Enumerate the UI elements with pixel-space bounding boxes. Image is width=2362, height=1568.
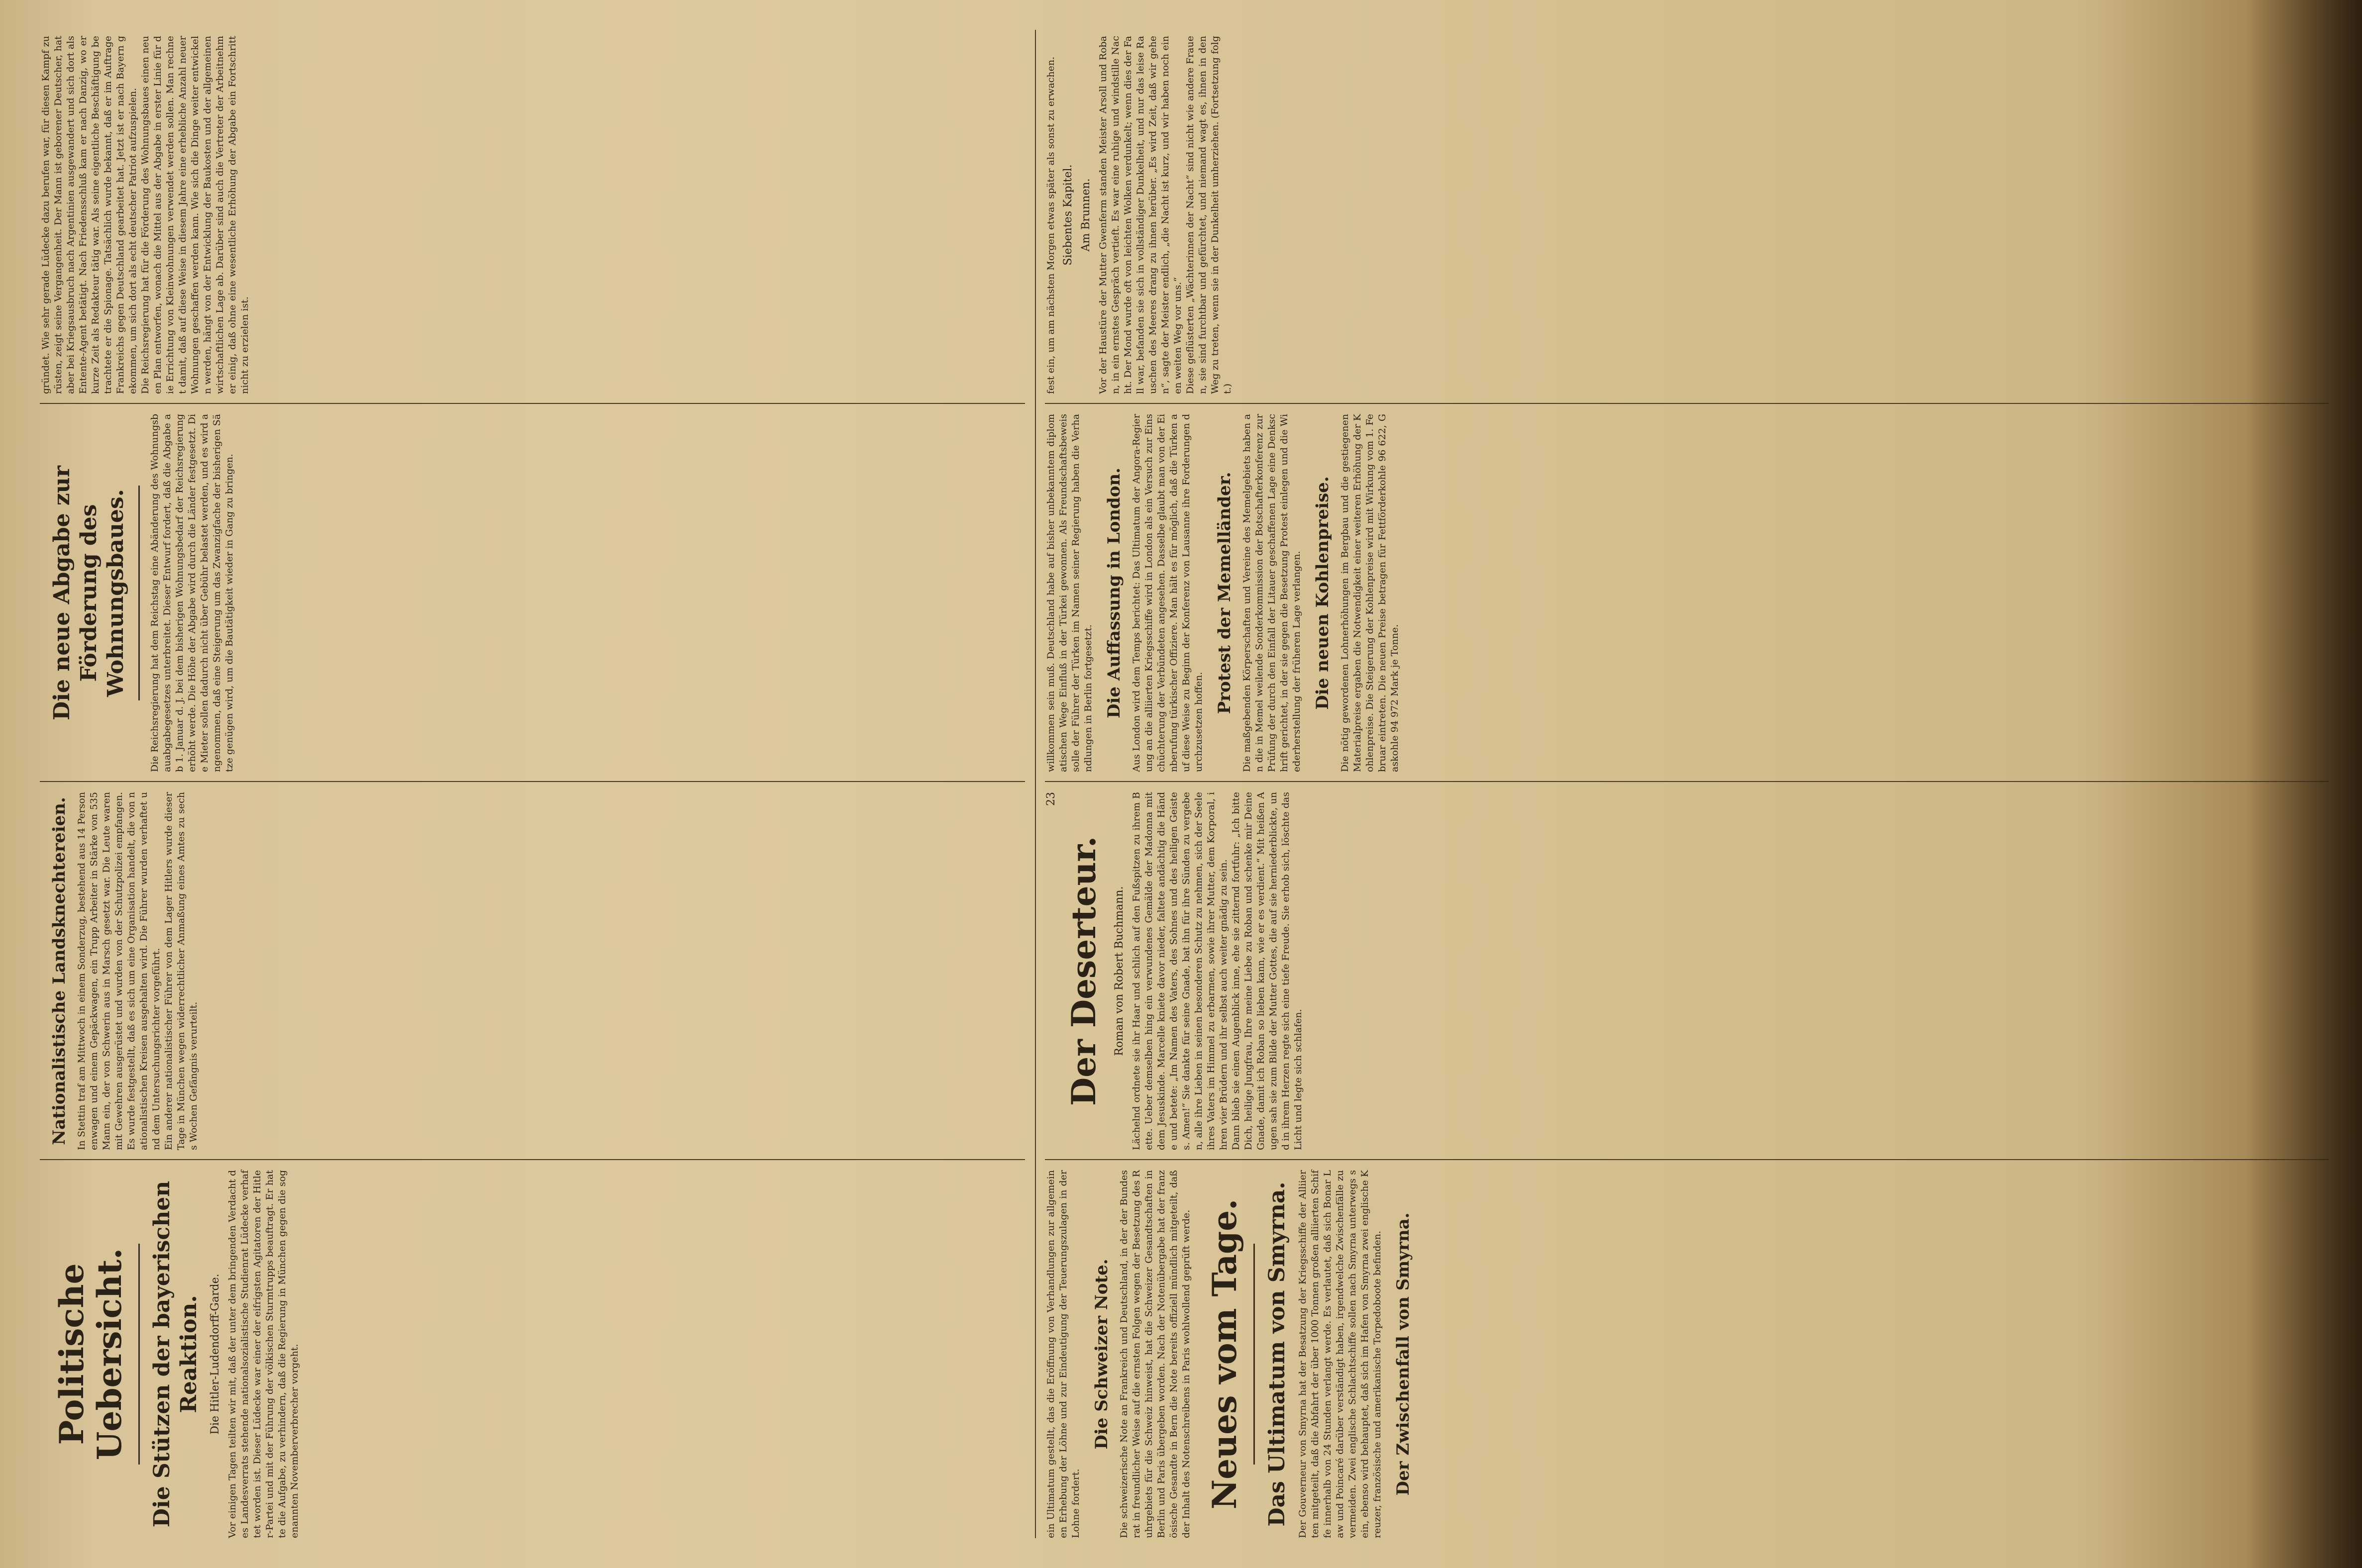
article-text: Aus London wird dem Temps berichtet: Das Ultimatum der Angora-Regierung an die alliierten Kriegsschiffe wird in London als ein Versuch zur Einschüchterung der Verbündeten angesehen. Dasselbe glaubt man von der Einberufung türkischer Offiziere. Man hält es für möglich, daß die Türken auf diese Weise zu Beginn der Konferenz von Lausanne ihre Forderungen durchzusetzen hoffen. (1131, 414, 1204, 772)
article-text: ein Ultimatum gestellt, das die Eröffnung von Verhandlungen zur allgemeinen Erhebung der Löhne und zur Eindeutigung der Teuerungszulagen in der Lohne fordert. (1045, 1167, 1081, 1538)
lower-column-1 (1045, 1167, 2329, 1538)
article-headline: Die neue Abgabe zur Förderung des Wohnungsbaues. (49, 466, 128, 720)
column-divider (1045, 403, 2329, 404)
article-text: Vor einigen Tagen teilten wir mit, daß der unter dem bringenden Verdacht des Landesverrats stehende nationalsozialistische Studienrat Lüdecke verhaftet worden ist. Dieser Lüdecke war einer der eifrigsten Agitatoren der Hitler-Partei und mit der Führung der völkischen Sturmtrupps beauftragt. Er hatte die Aufgabe, zu verhindern, daß die Regierung in München gegen die sogenannten Novemberverbrecher vorgeht. (227, 1170, 300, 1538)
lower-column-2 (1045, 788, 2329, 1150)
article-text: Die Reichsregierung hat für die Förderung des Wohnungsbaues einen neuen Plan entworfen, wonach die Mittel aus der Abgabe in erster Linie für die Errichtung von Kleinwohnungen verwendet werden sollen. Man rechnet damit, daß auf diese Weise in diesem Jahre eine erhebliche Anzahl neuer Wohnungen geschaffen werden kann. Wie sich die Dinge weiter entwickeln werden, hängt von der Entwicklung der Baukosten und der allgemeinen wirtschaftlichen Lage ab. Darüber sind auch die Vertreter der Arbeitnehmer einig, daß ohne eine wesentliche Erhöhung der Abgabe ein Fortschritt nicht zu erzielen ist. (140, 32, 250, 394)
column-divider (40, 781, 1025, 782)
upper-column-1 (40, 1170, 1025, 1538)
article-text: Die Reichsregierung hat dem Reichstag eine Abänderung des Wohnungsbauabgabegesetzes unterbreitet. Dieser Entwurf fordert, daß die Abgabe ab 1. Januar d. J. bei dem bisherigen Wohnungsbedarf der Reichsregierung erhöht werde. Die Höhe der Abgabe wird durch die Länder festgesetzt. Die Mieter sollen dadurch nicht über Gebühr belastet werden, und es wird angenommen, daß eine Steigerung um das Zwanzigfache der bisherigen Sätze genügen wird, um die Bautätigkeit wieder in Gang zu bringen. (149, 410, 235, 772)
serial-title: Der Deserteur. (1064, 836, 1103, 1106)
article-headline: Die Schweizer Note. (1092, 1259, 1112, 1450)
upper-column-2 (40, 788, 1025, 1150)
lower-column-3 (1045, 410, 2329, 772)
divider (138, 1244, 140, 1465)
article-text: Ein anderer nationalistischer Führer von dem Lager Hitlers wurde dieser Tage in München wegen widerrechtlicher Anmaßung eines Amtes zu sechs Wochen Gefängnis verurteilt. (163, 788, 199, 1150)
article-text: Diese geflüsterten „Wächterinnen der Nacht“ sind nicht wie andere Frauen, sie sind furchtbar und gefürchtet, und niemand wagt es, ihnen in den Weg zu treten, wenn sie in der Dunkelheit umherziehen. (Fortsetzung folgt.) (1185, 32, 1233, 394)
middle-horizontal-rule (1035, 30, 1036, 1538)
column-divider (40, 1159, 1025, 1160)
article-text: fest ein, um am nächsten Morgen etwas später als sonst zu erwachen. (1045, 56, 1056, 394)
article-headline: Die Stützen der bayerischen Reaktion. (149, 1180, 202, 1528)
article-text: In Stettin traf am Mittwoch in einem Sonderzug, bestehend aus 14 Personenwagen und einem Gepäckwagen, ein Trupp Arbeiter in Stärke von 535 Mann ein, der von Schwerin aus in Marsch gesetzt war. Die Leute waren mit Gewehren ausgerüstet und wurden von der Schutzpolizei empfangen. Es wurde festgestellt, daß es sich um eine Organisation handelt, die von nationalistischen Kreisen ausgehalten wird. Die Führer wurden verhaftet und dem Untersuchungsrichter vorgeführt. (76, 788, 162, 1150)
column-divider (40, 403, 1025, 404)
chapter-subtitle: Am Brunnen. (1080, 178, 1092, 252)
article-headline: Protest der Memelländer. (1215, 472, 1234, 714)
article-text: Die maßgebenden Körperschaften und Vereine des Memelgebiets haben an die in Memel weilende Sonderkommission der Botschafterkonferenz zur Prüfung der durch den Einfall der Litauer geschaffenen Lage eine Denkschrift gerichtet, in der sie gegen die Besetzung Protest einlegen und die Wiederherstellung der früheren Lage verlangen. (1241, 410, 1302, 772)
article-text: willkommen sein muß. Deutschland habe auf bisher unbekanntem diplomatischen Wege Einfluß in der Türkei gewonnen. Als Freundschaftsbeweis solle der Führer der Türken im Namen seiner Regierung haben die Verhandlungen in Berlin fortgesetzt. (1045, 410, 1094, 772)
article-headline: Die neuen Kohlenpreise. (1313, 476, 1333, 710)
lower-column-4 (1045, 32, 2329, 394)
article-subheadline: Die Hitler-Ludendorff-Garde. (209, 1274, 221, 1435)
article-text: Vor der Haustüre der Mutter Gwenferm standen Meister Arsoll und Roban, in ein ernstes Gespräch vertieft. Es war eine ruhige und windstille Nacht. Der Mond wurde oft von leichten Wolken verdunkelt; wenn dies der Fall war, befanden sie sich in vollständiger Dunkelheit, und nur das leise Rauschen des Meeres drang zu ihnen herüber. „Es wird Zeit, daß wir gehen“, sagte der Meister endlich, „die Nacht ist kurz, und wir haben noch einen weiten Weg vor uns.“ (1098, 36, 1183, 394)
page-number: 23 (1045, 792, 1057, 806)
article-text: Die nötig gewordenen Lohnerhöhungen im Bergbau und die gestiegenen Materialpreise ergaben die Notwendigkeit einer weiteren Erhöhung der Kohlenpreise. Die Steigerung der Kohlenpreise wird mit Wirkung vom 1. Februar eintreten. Die neuen Preise betragen für Fettförderkohle 96 622, Gaskohle 94 972 Mark je Tonne. (1339, 410, 1400, 772)
article-headline: Die Auffassung in London. (1104, 467, 1124, 719)
divider (138, 486, 140, 700)
book-binding-shadow (2248, 0, 2362, 1568)
article-text: Dann blieb sie einen Augenblick inne, ehe sie zitternd fortfuhr: „Ich bitte Dich, heilige Jungfrau, Ihre meine Liebe zu Roban und schenke mir Deine Gnade, damit ich Roban so lieben kann, wie er es verdient.“ Mit heißen Augen sah sie zum Bilde der Mutter Gottes, die auf sie herniederblickte, und in ihrem Herzen regte sich eine tiefe Freude. Sie erhob sich, löschte das Licht und legte sich schlafen. (1231, 788, 1304, 1150)
chapter-heading: Siebentes Kapitel. (1062, 164, 1074, 266)
article-text: Die schweizerische Note an Frankreich und Deutschland, in der der Bundesrat in freundlicher Weise auf die ernsten Folgen wegen der Besetzung des Ruhrgebiets für die Schweiz hinweist, hat die Schweizer Gesandtschaften in Berlin und Paris übergeben worden. Nach der Notenübergabe hat der französische Gesandte in Bern die Note bereits offiziell mündlich mitgeteilt, daß der Inhalt des Notenschreibens in Paris wohlwollend geprüft werde. (1119, 1167, 1192, 1538)
upper-column-4 (40, 32, 1025, 394)
column-divider (1045, 781, 2329, 782)
section-headline: Neues vom Tage. (1205, 1198, 1244, 1510)
article-headline: Das Ultimatum von Smyrna. (1264, 1181, 1290, 1527)
article-text: gründet. Wie sehr gerade Lüdecke dazu berufen war, für diesen Kampf zu rüsten, zeigt seine Vergangenheit. Der Mann ist geborener Deutscher, hat aber bei Kriegsausbruch nach Argentinien ausgewandert und sich dort als Entente-Agent betätigt. Nach Friedensschluß kam er nach Danzig, wo er kurze Zeit als Redakteur tätig war. Als seine eigentliche Beschäftigung betrachtete er die Spionage. Tatsächlich wurde bekannt, daß er im Auftrage Frankreichs gegen Deutschland gearbeitet hat. Jetzt ist er nach Bayern gekommen, um sich dort als echt deutscher Patriot aufzuspielen. (40, 32, 138, 394)
article-headline: Nationalistische Landsknechtereien. (49, 797, 69, 1145)
upper-column-3 (40, 410, 1025, 772)
article-headline: Der Zwischenfall von Smyrna. (1393, 1212, 1413, 1496)
byline: Roman von Robert Buchmann. (1113, 886, 1126, 1056)
divider (1253, 1244, 1255, 1465)
article-text: Der Gouverneur von Smyrna hat der Besatzung der Kriegsschiffe der Alliierten mitgeteilt, daß die Abfahrt der über 1000 Tonnen großen alliierten Schiffe innerhalb von 24 Stunden verlangt werde. Es verlautet, daß sich Bonar Law und Poincaré darüber verständigt haben, irgendwelche Zwischenfälle zu vermeiden. Zwei englische Schlachtschiffe sollen nach Smyrna unterwegs sein, ebenso wird behauptet, daß sich im Hafen von Smyrna zwei englische Kreuzer, französische und amerikanische Torpedoboote befinden. (1297, 1167, 1383, 1538)
article-text: Lächelnd ordnete sie ihr Haar und schlich auf den Fußspitzen zu ihrem Bette. Ueber demselben hing ein verwundenes Gemälde der Madonna mit dem Jesuskinde. Marcelle kniete davor nieder, faltete andächtig die Hände und betete: „Im Namen des Vaters, des Sohnes und des heiligen Geistes. Amen!“ Sie dankte für seine Gnade, bat ihn für ihre Sünden zu vergeben, alle ihre Lieben in seinen besonderen Schutz zu nehmen, sich der Seele ihres Vaters im Himmel zu erbarmen, sowie ihrer Mutter, dem Korporal, ihren vier Brüdern und ihr selbst auch weiter gnädig zu sein. (1131, 788, 1229, 1150)
section-headline: Politische Uebersicht. (52, 1248, 129, 1461)
column-divider (1045, 1159, 2329, 1160)
